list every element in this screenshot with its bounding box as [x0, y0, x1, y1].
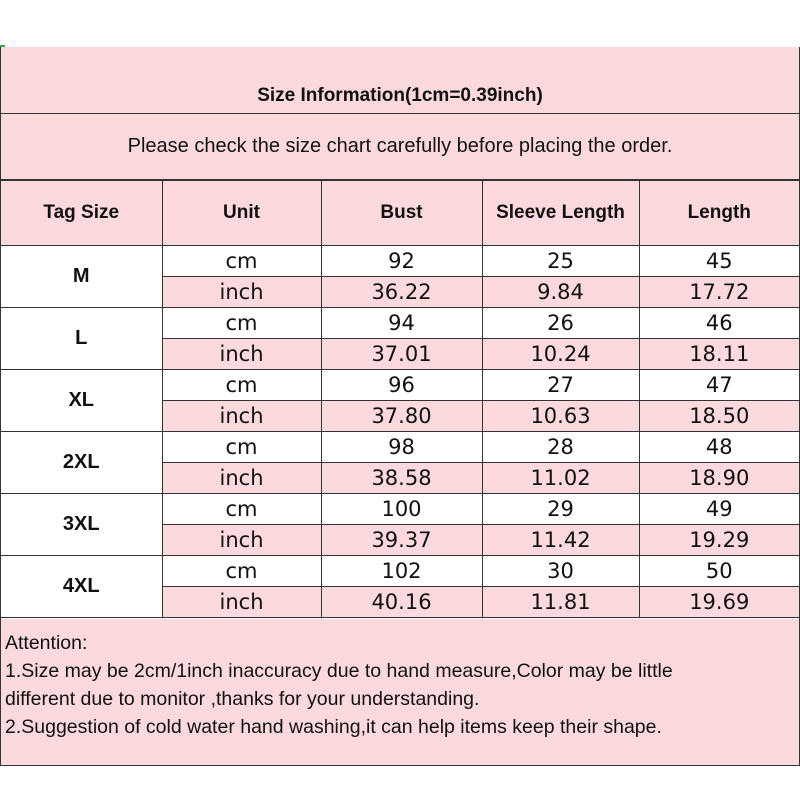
attention-note-2: 2.Suggestion of cold water hand washing,it can help items keep their shape. [5, 716, 662, 738]
table-row [1, 308, 799, 339]
length-cell: 18.50 [639, 401, 799, 432]
length-cell: 46 [639, 308, 799, 339]
size-table [1, 180, 799, 618]
sleeve-length-cell: 9.84 [482, 277, 639, 308]
column-header-sleeve-length: Sleeve Length [482, 181, 639, 246]
bust-cell: 94 [321, 308, 482, 339]
bust-cell: 38.58 [321, 463, 482, 494]
length-cell: 18.11 [639, 339, 799, 370]
sleeve-length-cell: 26 [482, 308, 639, 339]
unit-cell: cm [162, 308, 321, 339]
sleeve-length-cell: 11.81 [482, 587, 639, 618]
table-row [1, 556, 799, 587]
tag-size-cell: L [1, 308, 162, 370]
length-cell: 48 [639, 432, 799, 463]
unit-cell: inch [162, 401, 321, 432]
bust-cell: 37.01 [321, 339, 482, 370]
bust-cell: 36.22 [321, 277, 482, 308]
attention-heading: Attention: [5, 632, 88, 654]
unit-cell: inch [162, 339, 321, 370]
attention-notes [1, 619, 799, 765]
bust-cell: 96 [321, 370, 482, 401]
column-header-bust: Bust [321, 181, 482, 246]
table-row [1, 494, 799, 525]
table-row [1, 370, 799, 401]
bust-cell: 37.80 [321, 401, 482, 432]
sleeve-length-cell: 29 [482, 494, 639, 525]
tag-size-cell: M [1, 246, 162, 308]
attention-note-1: 1.Size may be 2cm/1inch inaccuracy due to hand measure,Color may be little [5, 660, 673, 682]
length-cell: 49 [639, 494, 799, 525]
size-table-header [1, 181, 799, 246]
table-row [1, 246, 799, 277]
tag-size-cell: 3XL [1, 494, 162, 556]
attention-note-1-continued: different due to monitor ,thanks for your understanding. [5, 688, 480, 710]
tag-size-cell: 2XL [1, 432, 162, 494]
sleeve-length-cell: 10.24 [482, 339, 639, 370]
length-cell: 19.69 [639, 587, 799, 618]
length-cell: 17.72 [639, 277, 799, 308]
size-chart-sheet [0, 47, 800, 766]
unit-cell: cm [162, 432, 321, 463]
table-row [1, 432, 799, 463]
sleeve-length-cell: 25 [482, 246, 639, 277]
sleeve-length-cell: 11.42 [482, 525, 639, 556]
sleeve-length-cell: 28 [482, 432, 639, 463]
unit-cell: inch [162, 587, 321, 618]
sleeve-length-cell: 30 [482, 556, 639, 587]
unit-cell: inch [162, 463, 321, 494]
sleeve-length-cell: 27 [482, 370, 639, 401]
length-cell: 47 [639, 370, 799, 401]
unit-cell: inch [162, 277, 321, 308]
sleeve-length-cell: 10.63 [482, 401, 639, 432]
column-header-unit: Unit [162, 181, 321, 246]
bust-cell: 92 [321, 246, 482, 277]
column-header-length: Length [639, 181, 799, 246]
bust-cell: 98 [321, 432, 482, 463]
unit-cell: cm [162, 370, 321, 401]
sleeve-length-cell: 11.02 [482, 463, 639, 494]
unit-cell: cm [162, 246, 321, 277]
tag-size-cell: 4XL [1, 556, 162, 618]
bust-cell: 39.37 [321, 525, 482, 556]
size-chart-instructions: Please check the size chart carefully before placing the order. [1, 114, 799, 180]
unit-cell: inch [162, 525, 321, 556]
length-cell: 45 [639, 246, 799, 277]
unit-cell: cm [162, 494, 321, 525]
column-header-tag-size: Tag Size [1, 181, 162, 246]
unit-cell: cm [162, 556, 321, 587]
tag-size-cell: XL [1, 370, 162, 432]
bust-cell: 100 [321, 494, 482, 525]
bust-cell: 40.16 [321, 587, 482, 618]
bust-cell: 102 [321, 556, 482, 587]
size-info-title: Size Information(1cm=0.39inch) [1, 47, 799, 114]
length-cell: 19.29 [639, 525, 799, 556]
length-cell: 18.90 [639, 463, 799, 494]
length-cell: 50 [639, 556, 799, 587]
